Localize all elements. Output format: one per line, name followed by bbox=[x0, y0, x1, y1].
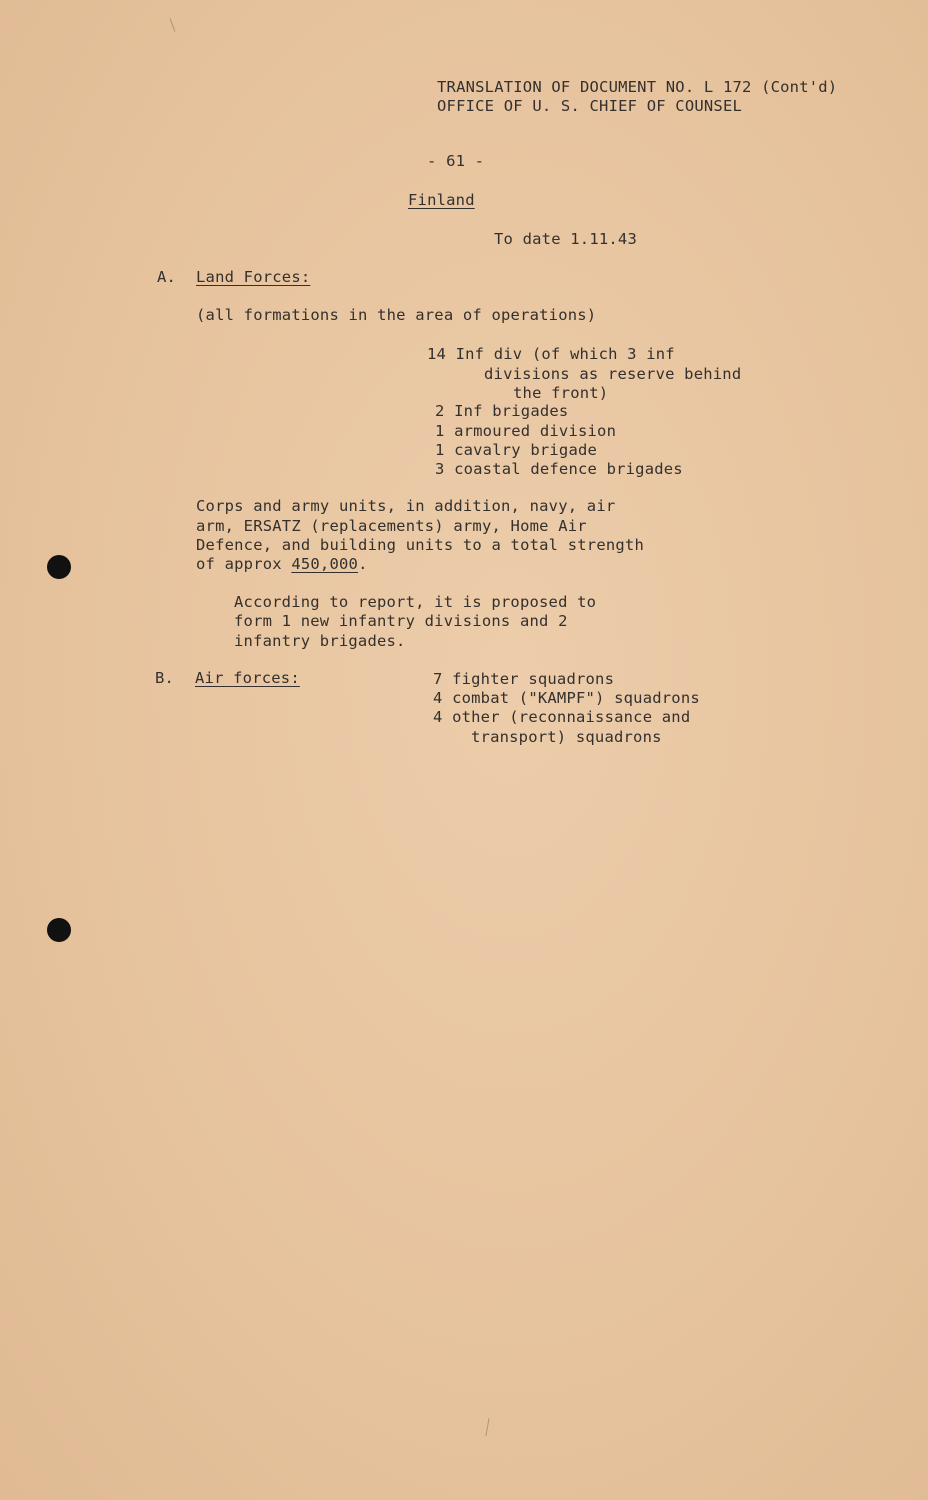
strength-prefix: of approx bbox=[196, 555, 292, 573]
punch-hole-top bbox=[47, 555, 71, 579]
section-b-letter: B. bbox=[155, 669, 175, 687]
document-header-line-1: TRANSLATION OF DOCUMENT NO. L 172 (Cont'd) bbox=[437, 78, 838, 96]
page-title: Finland bbox=[408, 191, 475, 209]
total-strength-value: 450,000 bbox=[291, 555, 359, 573]
date-line: To date 1.11.43 bbox=[494, 230, 637, 248]
strength-paragraph-line: Defence, and building units to a total strength bbox=[196, 536, 644, 554]
land-forces-item: 2 Inf brigades bbox=[435, 402, 569, 420]
strength-paragraph-line: Corps and army units, in addition, navy, air bbox=[196, 497, 616, 515]
proposal-line: infantry brigades. bbox=[234, 632, 406, 650]
section-b-heading: Air forces: bbox=[195, 669, 300, 687]
strength-paragraph-line: arm, ERSATZ (replacements) army, Home Air bbox=[196, 517, 587, 535]
land-forces-item: 1 armoured division bbox=[435, 422, 617, 440]
land-forces-item: divisions as reserve behind bbox=[484, 365, 742, 383]
page-number: - 61 - bbox=[427, 152, 485, 170]
proposal-line: form 1 new infantry divisions and 2 bbox=[234, 612, 568, 630]
section-a-heading: Land Forces: bbox=[196, 268, 311, 286]
section-a-subheading: (all formations in the area of operations) bbox=[196, 306, 597, 324]
land-forces-item: 14 Inf div (of which 3 inf bbox=[427, 345, 675, 363]
proposal-line: According to report, it is proposed to bbox=[234, 593, 597, 611]
document-header-line-2: OFFICE OF U. S. CHIEF OF COUNSEL bbox=[437, 97, 743, 115]
air-forces-item: transport) squadrons bbox=[471, 728, 662, 746]
air-forces-item: 4 combat ("KAMPF") squadrons bbox=[433, 689, 700, 707]
strength-paragraph-last-line bbox=[196, 555, 368, 574]
land-forces-item: the front) bbox=[513, 384, 609, 402]
air-forces-item: 7 fighter squadrons bbox=[433, 670, 615, 688]
stray-mark bbox=[485, 1418, 489, 1436]
land-forces-item: 3 coastal defence brigades bbox=[435, 460, 683, 478]
section-a-letter: A. bbox=[157, 268, 177, 286]
strength-suffix: . bbox=[358, 555, 368, 573]
stray-mark bbox=[170, 18, 176, 31]
land-forces-item: 1 cavalry brigade bbox=[435, 441, 598, 459]
punch-hole-bottom bbox=[47, 918, 71, 942]
air-forces-item: 4 other (reconnaissance and bbox=[433, 708, 691, 726]
